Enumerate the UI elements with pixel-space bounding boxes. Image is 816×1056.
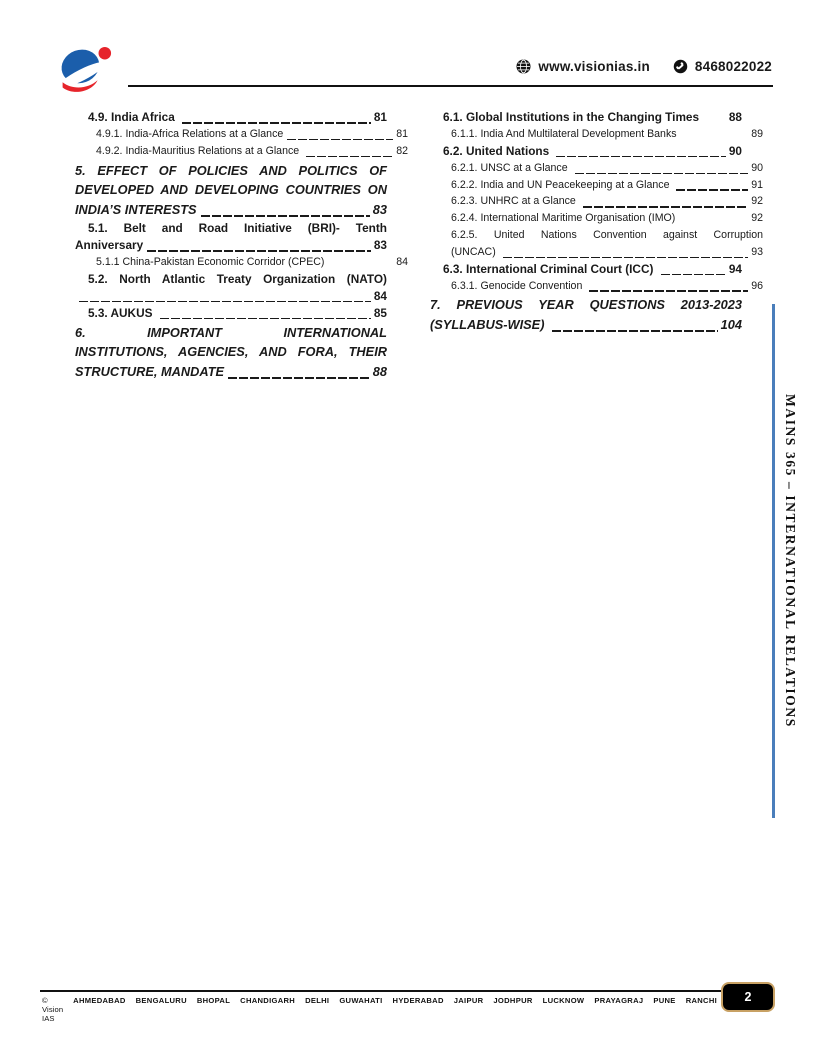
- toc-entry-text: 4.9.2. India-Mauritius Relations at a Glance: [96, 144, 303, 157]
- toc-entry-text: 6.2.4. International Maritime Organisation (IMO): [451, 212, 676, 225]
- leader-line: [147, 250, 371, 252]
- toc-entry-line: 5.2. North Atlantic Treaty Organization (NATO): [88, 271, 387, 286]
- header-contact: [516, 59, 772, 74]
- toc-entry-line: INSTITUTIONS, AGENCIES, AND FORA, THEIR: [75, 344, 387, 360]
- toc-entry: [75, 109, 387, 126]
- toc-entry-line: 6. IMPORTANT INTERNATIONAL: [75, 324, 387, 340]
- toc-entry-text: STRUCTURE, MANDATE: [75, 363, 225, 379]
- toc-entry-line: DEVELOPED AND DEVELOPING COUNTRIES ON: [75, 182, 387, 198]
- toc-entry-page: 83: [372, 201, 387, 217]
- toc-entry-page: 96: [751, 279, 763, 292]
- toc-entry-text: 4.9.1. India-Africa Relations at a Glance: [96, 128, 284, 140]
- leader-line: [589, 290, 748, 292]
- toc-entry-lastline: [75, 288, 387, 305]
- sidebar-title: MAINS 365 – INTERNATIONAL RELATIONS: [783, 394, 798, 728]
- leader-line: [556, 156, 725, 158]
- toc-entry-lastline: [96, 126, 408, 143]
- phone-icon: [673, 59, 688, 74]
- toc-entry-text: Anniversary: [75, 238, 144, 253]
- toc-entry: [75, 254, 408, 271]
- leader-line: [228, 377, 370, 379]
- toc-entry-lastline: [451, 160, 763, 177]
- toc-entry-text: 6.2. United Nations: [443, 143, 553, 158]
- toc-entry-text: 6.3. International Criminal Court (ICC): [443, 261, 657, 276]
- leader-line: [306, 156, 393, 158]
- footer-city: HYDERABAD: [392, 996, 444, 1005]
- toc-entry-lastline: [430, 143, 742, 160]
- toc-entry-lastline: [451, 177, 763, 194]
- toc-entry: [430, 160, 763, 177]
- leader-line: [583, 206, 748, 208]
- toc-entry-text: 6.3.1. Genocide Convention: [451, 279, 586, 292]
- toc-entry-lastline: [451, 278, 763, 295]
- page-number: 2: [744, 990, 752, 1004]
- toc-entry-lastline: [75, 362, 387, 382]
- footer-city: JAIPUR: [453, 996, 484, 1005]
- footer-city: DELHI: [305, 996, 330, 1005]
- toc-entry-lastline: [75, 237, 387, 254]
- footer-city: CHANDIGARH: [240, 996, 296, 1005]
- toc-entry-page: 84: [396, 256, 408, 269]
- toc-entry-lastline: [430, 315, 742, 335]
- toc-entry-page: 84: [373, 288, 387, 303]
- toc-entry-page: 85: [373, 305, 387, 320]
- header-rule: [128, 85, 773, 87]
- footer-city: BENGALURU: [135, 996, 187, 1005]
- footer-city: GUWAHATI: [339, 996, 383, 1005]
- toc-entry-lastline: [430, 109, 742, 126]
- footer-city: LUCKNOW: [542, 996, 585, 1005]
- toc-entry: [75, 305, 387, 322]
- leader-line: [676, 189, 748, 191]
- footer-city: PUNE: [653, 996, 676, 1005]
- leader-line: [661, 274, 726, 276]
- toc-entry-line: 6.2.5. United Nations Convention against Corruption: [451, 228, 763, 241]
- toc-entry-page: 93: [751, 245, 763, 258]
- vision-ias-logo: [54, 44, 120, 102]
- toc-entry-text: 5.3. AUKUS: [88, 305, 156, 320]
- leader-line: [182, 122, 371, 124]
- footer-copyright: © Vision IAS: [42, 996, 64, 1023]
- toc-entry: [430, 126, 763, 143]
- toc-entry-page: 82: [396, 144, 408, 157]
- toc-entry-lastline: [75, 305, 387, 322]
- toc-column-left: [75, 109, 408, 382]
- toc-entry-lastline: [451, 210, 763, 227]
- toc-entry-lastline: [96, 254, 408, 271]
- toc-column-right: [430, 109, 763, 335]
- toc-entry-text: (UNCAC): [451, 245, 499, 258]
- toc-entry: [430, 295, 742, 334]
- toc-entry-line: 7. PREVIOUS YEAR QUESTIONS 2013-2023: [430, 297, 742, 313]
- toc-entry: [75, 323, 387, 382]
- toc-entry: [430, 193, 763, 210]
- toc-entry: [75, 161, 387, 220]
- toc-entry: [430, 227, 763, 261]
- globe-icon: [516, 59, 531, 74]
- toc-entry: [430, 210, 763, 227]
- leader-line: [160, 318, 371, 320]
- toc-entry: [430, 109, 742, 126]
- toc-entry-text: 6.1.1. India And Multilateral Development Banks: [451, 128, 677, 140]
- toc-entry-lastline: [96, 143, 408, 160]
- footer-city: BHOPAL: [196, 996, 231, 1005]
- leader-line: [575, 173, 749, 175]
- toc-entry: [75, 220, 387, 254]
- footer-city: JODHPUR: [493, 996, 533, 1005]
- toc-entry: [75, 143, 408, 160]
- toc-entry-text: 5.1.1 China-Pakistan Economic Corridor (CPEC): [96, 256, 325, 269]
- leader-line: [79, 301, 371, 303]
- toc-entry-page: 88: [372, 363, 387, 379]
- toc-entry-lastline: [451, 193, 763, 210]
- toc-entry-text: INDIA’S INTERESTS: [75, 201, 197, 217]
- footer-city: AHMEDABAD: [73, 996, 126, 1005]
- toc-entry-lastline: [451, 126, 763, 143]
- toc-entry-page: 90: [728, 143, 742, 158]
- leader-line: [201, 215, 370, 217]
- toc-entry-page: 92: [751, 212, 763, 225]
- toc-entry: [430, 177, 763, 194]
- toc-entry-line: 5.1. Belt and Road Initiative (BRI)- Tenth: [88, 221, 387, 236]
- toc-entry-lastline: [75, 109, 387, 126]
- toc-entry-lastline: [75, 200, 387, 220]
- leader-line: [287, 139, 393, 141]
- toc-entry-page: 81: [396, 128, 408, 140]
- sidebar-banner: [778, 304, 802, 818]
- toc-entry-lastline: [451, 244, 763, 261]
- toc-entry: [430, 278, 763, 295]
- toc-entry-text: 4.9. India Africa: [88, 110, 179, 124]
- footer-city: PRAYAGRAJ: [594, 996, 644, 1005]
- toc-entry-line: 5. EFFECT OF POLICIES AND POLITICS OF: [75, 162, 387, 178]
- leader-line: [552, 330, 718, 332]
- toc-entry-page: 94: [728, 261, 742, 276]
- toc-entry-text: 6.2.1. UNSC at a Glance: [451, 161, 571, 174]
- toc-entry-page: 92: [751, 195, 763, 208]
- toc-entry-text: 6.2.2. India and UN Peacekeeping at a Glance: [451, 178, 673, 191]
- page-number-badge: [721, 982, 775, 1012]
- footer-rule: [40, 990, 723, 992]
- toc-entry-page: 90: [751, 161, 763, 174]
- header-website: www.visionias.in: [538, 59, 650, 74]
- sidebar-rule: [772, 304, 775, 818]
- toc-entry-text: 6.2.3. UNHRC at a Glance: [451, 195, 579, 208]
- toc-entry: [430, 143, 742, 160]
- footer-text: [42, 996, 718, 1023]
- header-phone: 8468022022: [694, 59, 772, 74]
- toc-entry: [430, 261, 742, 278]
- logo-graphic: [54, 44, 120, 102]
- leader-line: [503, 257, 749, 259]
- toc-entry-page: 104: [720, 316, 742, 332]
- toc-entry-page: 88: [728, 110, 742, 124]
- toc-entry-text: (SYLLABUS-WISE): [430, 316, 549, 332]
- toc-entry-page: 91: [751, 178, 763, 191]
- toc-entry: [75, 271, 387, 305]
- toc-entry-page: 89: [751, 128, 763, 140]
- footer-city: RANCHI: [685, 996, 718, 1005]
- toc-entry-page: 81: [373, 110, 387, 124]
- toc-entry-page: 83: [373, 238, 387, 253]
- toc-entry-lastline: [430, 261, 742, 278]
- toc-entry: [75, 126, 408, 143]
- toc-entry-text: 6.1. Global Institutions in the Changing Times: [443, 110, 700, 124]
